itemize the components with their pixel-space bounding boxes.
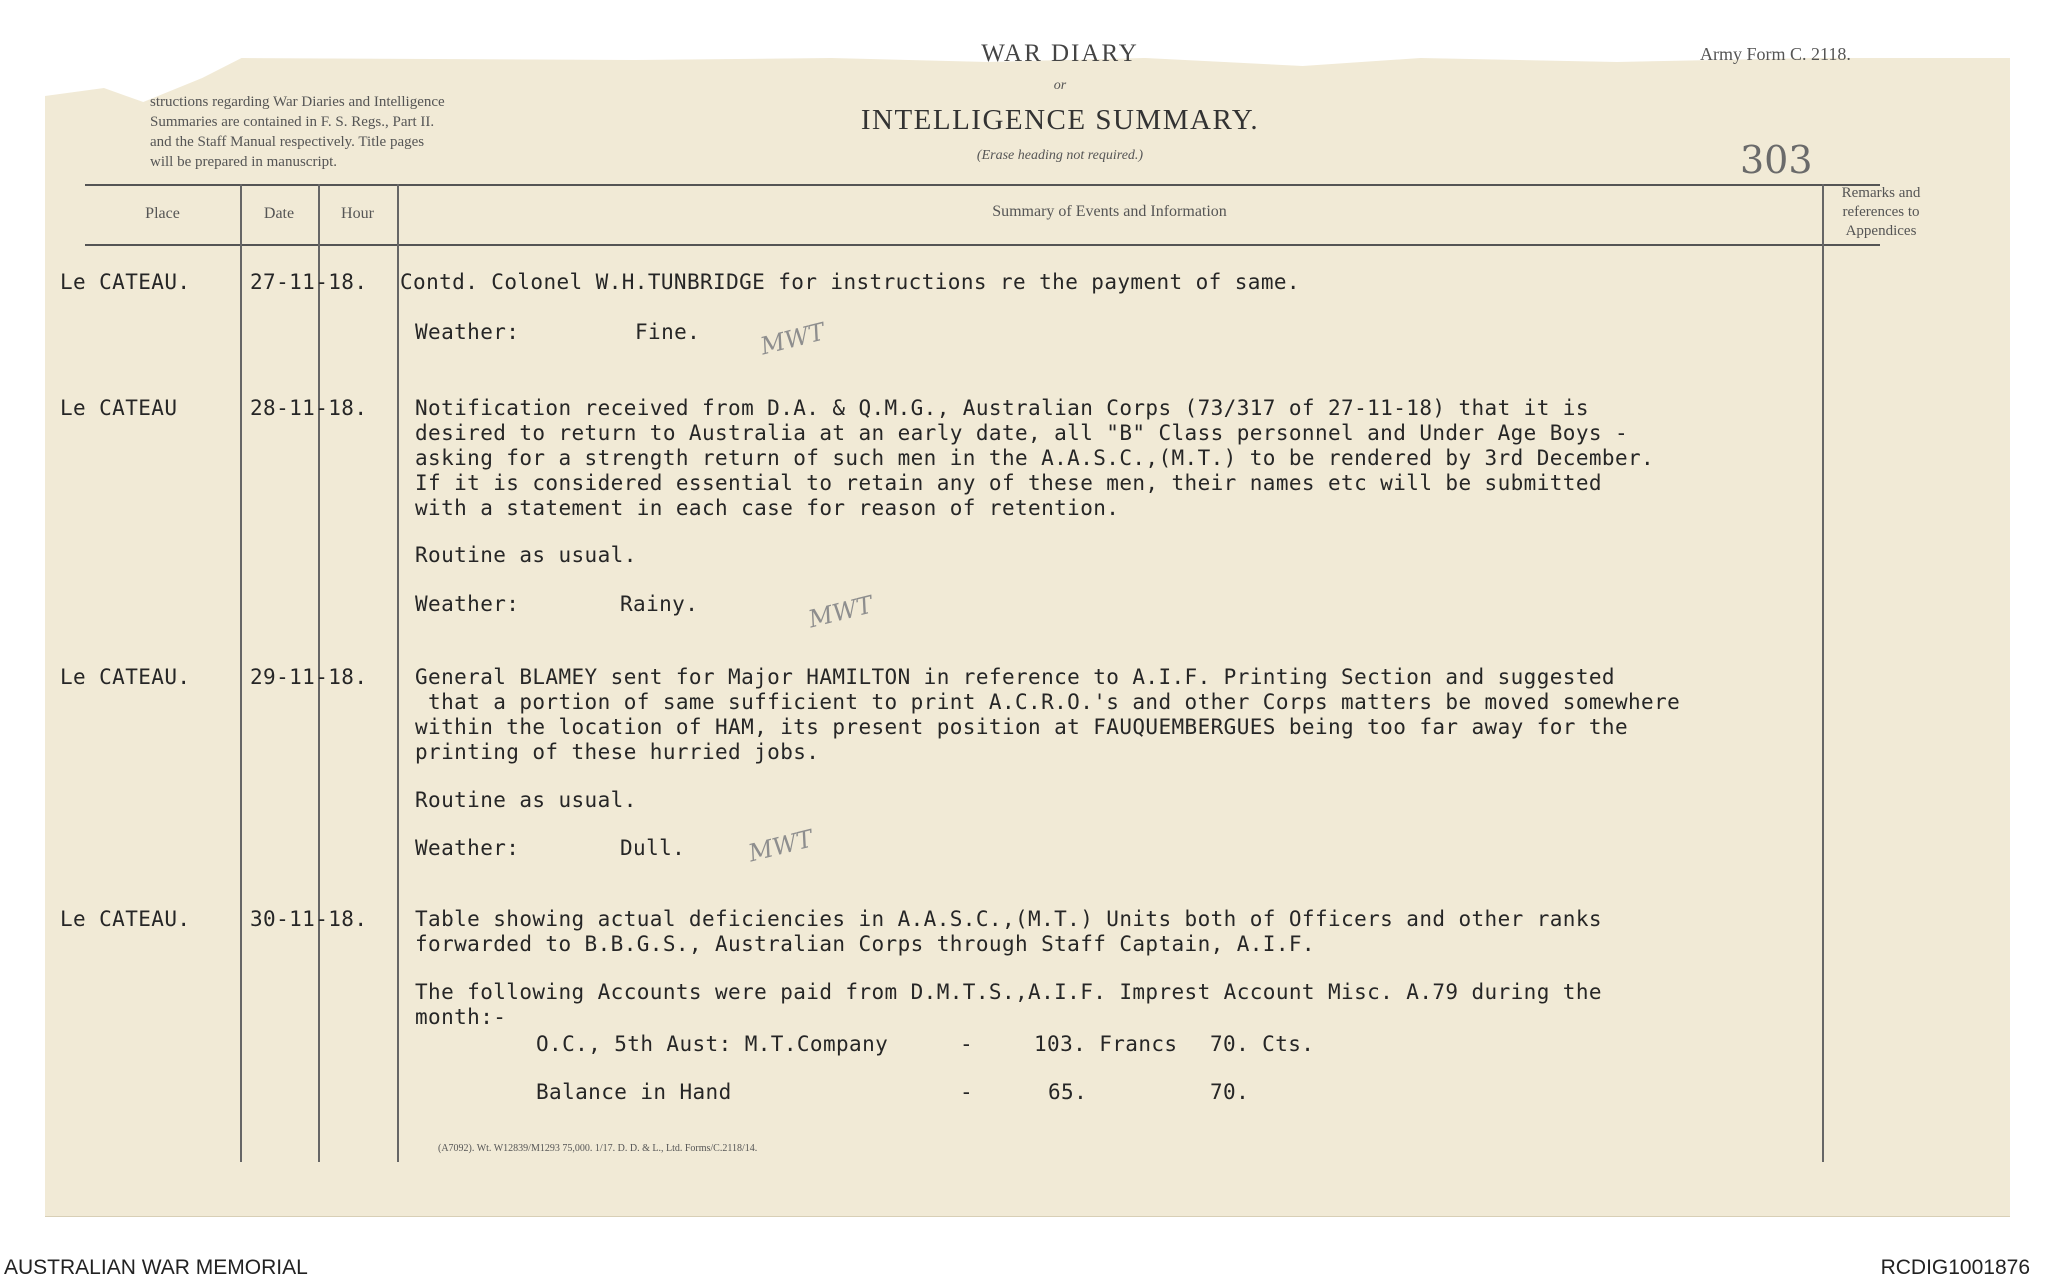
column-remarks: Remarks and references to Appendices: [1841, 185, 1921, 239]
entry-text-line: If it is considered essential to retain any of these men, their names etc will be submitted: [415, 471, 1602, 495]
entry-text-line: Notification received from D.A. & Q.M.G., Australian Corps (73/317 of 27-11-18) that it is: [415, 396, 1589, 420]
accounts-intro-line: month:-: [415, 1005, 507, 1029]
erase-heading-note: (Erase heading not required.): [976, 148, 1144, 163]
title-or: or: [1053, 78, 1067, 93]
column-summary: Summary of Events and Information: [992, 203, 1227, 220]
entry-date: 28-11-18.: [250, 396, 368, 420]
weather-value: Fine.: [635, 320, 701, 344]
summary-remarks-divider: [1822, 184, 1824, 1162]
header-bottom-rule: [85, 244, 1880, 246]
column-place: Place: [145, 205, 180, 222]
place-date-divider: [240, 184, 242, 1162]
entry-place: Le CATEAU.: [60, 270, 191, 294]
account-cents: 70. Cts.: [1210, 1032, 1315, 1056]
entry-text-line: Contd. Colonel W.H.TUNBRIDGE for instructions re the payment of same.: [400, 270, 1300, 294]
entry-date: 29-11-18.: [250, 665, 368, 689]
weather-label: Weather:: [415, 320, 520, 344]
entry-text-line: with a statement in each case for reason of retention.: [415, 496, 1120, 520]
account-payee: O.C., 5th Aust: M.T.Company: [536, 1032, 889, 1056]
entry-text-line: forwarded to B.B.G.S., Australian Corps through Staff Captain, A.I.F.: [415, 932, 1315, 956]
entry-text-line: Table showing actual deficiencies in A.A.S.C.,(M.T.) Units both of Officers and other ranks: [415, 907, 1602, 931]
entry-place: Le CATEAU: [60, 396, 178, 420]
routine-note: Routine as usual.: [415, 543, 637, 567]
archive-credit: AUSTRALIAN WAR MEMORIAL: [4, 1256, 308, 1279]
column-hour: Hour: [341, 205, 374, 222]
entry-place: Le CATEAU.: [60, 665, 191, 689]
entry-date: 27-11-18.: [250, 270, 368, 294]
account-payee: Balance in Hand: [536, 1080, 732, 1104]
weather-label: Weather:: [415, 592, 520, 616]
entry-text-line: that a portion of same sufficient to print A.C.R.O.'s and other Corps matters be moved somewhere: [415, 690, 1681, 714]
weather-value: Rainy.: [620, 592, 699, 616]
record-identifier: RCDIG1001876: [1880, 1256, 2030, 1279]
entry-text-line: within the location of HAM, its present position at FAUQUEMBERGUES being too far away for the: [415, 715, 1629, 739]
account-cents: 70.: [1210, 1080, 1250, 1104]
header-top-rule: [85, 184, 1880, 186]
army-form-number: Army Form C. 2118.: [1700, 44, 1851, 64]
account-francs: 65.: [1048, 1080, 1088, 1104]
account-francs: 103. Francs: [1034, 1032, 1178, 1056]
folio-number: 303: [1740, 138, 1813, 182]
entry-text-line: desired to return to Australia at an early date, all "B" Class personnel and Under Age Boys -: [415, 421, 1629, 445]
diary-page: [45, 58, 2010, 1217]
entry-date: 30-11-18.: [250, 907, 368, 931]
initials-signature: MWT: [757, 317, 828, 361]
printer-imprint: (A7092). Wt. W12839/M1293 75,000. 1/17. D. D. & L., Ltd. Forms/C.2118/14.: [438, 1143, 758, 1154]
weather-value: Dull.: [620, 836, 686, 860]
initials-signature: MWT: [805, 590, 876, 634]
weather-label: Weather:: [415, 836, 520, 860]
entry-place: Le CATEAU.: [60, 907, 191, 931]
initials-signature: MWT: [745, 824, 816, 868]
account-dash: -: [960, 1080, 974, 1104]
column-date: Date: [263, 205, 295, 222]
entry-text-line: General BLAMEY sent for Major HAMILTON in reference to A.I.F. Printing Section and suggested: [415, 665, 1615, 689]
entry-text-line: printing of these hurried jobs.: [415, 740, 820, 764]
accounts-intro-line: The following Accounts were paid from D.M.T.S.,A.I.F. Imprest Account Misc. A.79 during the: [415, 980, 1602, 1004]
intelligence-summary-title: INTELLIGENCE SUMMARY.: [860, 104, 1260, 136]
entry-text-line: asking for a strength return of such men in the A.A.S.C.,(M.T.) to be rendered by 3rd December.: [415, 446, 1655, 470]
routine-note: Routine as usual.: [415, 788, 637, 812]
form-instructions: structions regarding War Diaries and Intelligence Summaries are contained in F. S. Regs., Part II. and the Staff Manual respectively. Title pages will be prepared in manuscript.: [150, 94, 445, 170]
war-diary-title: WAR DIARY: [981, 40, 1139, 67]
account-dash: -: [960, 1032, 974, 1056]
